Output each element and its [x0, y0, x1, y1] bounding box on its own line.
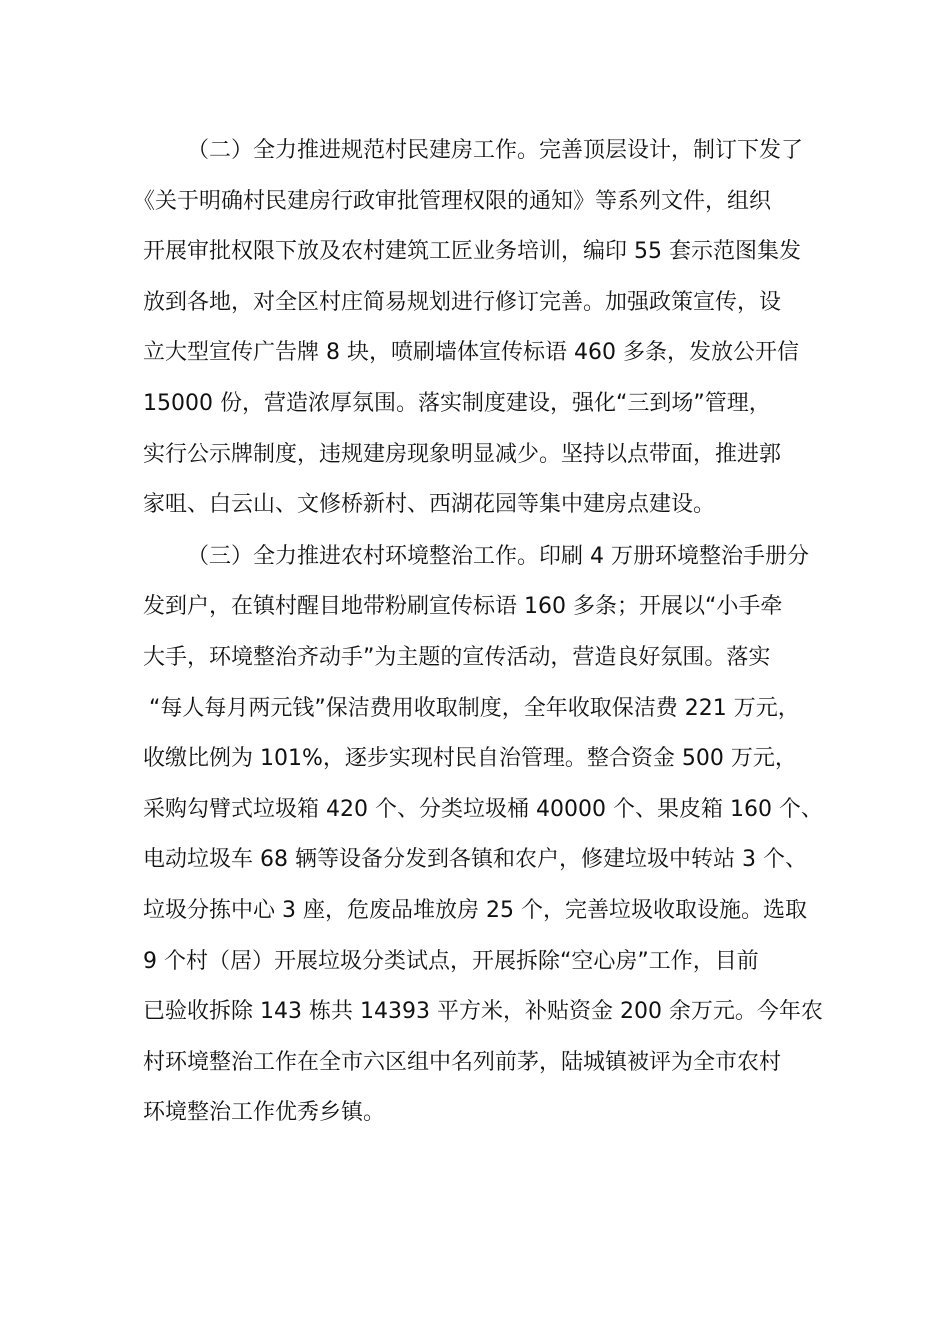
paragraph-rural-environment [143, 532, 823, 1139]
text-line: 实行公示牌制度，违规建房现象明显减少。坚持以点带面，推进郭 [143, 441, 782, 467]
text-line: 电动垃圾车 68 辆等设备分发到各镇和农户，修建垃圾中转站 3 个、 [143, 847, 807, 873]
text-line: 15000 份，营造浓厚氛围。落实制度建设，强化“三到场”管理， [143, 390, 771, 416]
document-body [133, 126, 823, 1140]
text-line: 采购勾臂式垃圾箱 420 个、分类垃圾桶 40000 个、果皮箱 160 个、 [143, 796, 823, 822]
text-line: 已验收拆除 143 栋共 14393 平方米，补贴资金 200 余万元。今年农 [143, 999, 823, 1025]
text-line: “每人每月两元钱”保洁费用收取制度，全年收取保洁费 221 万元， [149, 695, 800, 721]
paragraph-village-housing [133, 126, 808, 531]
text-line: 《关于明确村民建房行政审批管理权限的通知》等系列文件，组织 [133, 188, 772, 214]
text-line: 立大型宣传广告牌 8 块，喷刷墙体宣传标语 460 多条，发放公开信 [143, 340, 799, 366]
text-line: 发到户，在镇村醒目地带粉刷宣传标语 160 多条；开展以“小手牵 [143, 594, 783, 620]
text-line: （二）全力推进规范村民建房工作。完善顶层设计，制订下发了 [187, 138, 804, 163]
text-line: 环境整治工作优秀乡镇。 [143, 1100, 386, 1126]
text-line: 家咀、白云山、文修桥新村、西湖花园等集中建房点建设。 [143, 492, 716, 518]
text-line: 9 个村（居）开展垃圾分类试点，开展拆除“空心房”工作，目前 [143, 948, 759, 974]
text-line: 收缴比例为 101%，逐步实现村民自治管理。整合资金 500 万元， [143, 746, 797, 772]
text-line: 村环境整治工作在全市六区组中名列前茅，陆城镇被评为全市农村 [143, 1049, 782, 1075]
text-line: 放到各地，对全区村庄简易规划进行修订完善。加强政策宣传，设 [143, 289, 782, 315]
text-line: 大手，环境整治齐动手”为主题的宣传活动，营造良好氛围。落实 [143, 644, 771, 670]
text-line: 垃圾分拣中心 3 座，危废品堆放房 25 个，完善垃圾收取设施。选取 [143, 897, 807, 923]
text-line: （三）全力推进农村环境整治工作。印刷 4 万册环境整治手册分 [187, 543, 809, 569]
text-line: 开展审批权限下放及农村建筑工匠业务培训，编印 55 套示范图集发 [143, 239, 801, 265]
